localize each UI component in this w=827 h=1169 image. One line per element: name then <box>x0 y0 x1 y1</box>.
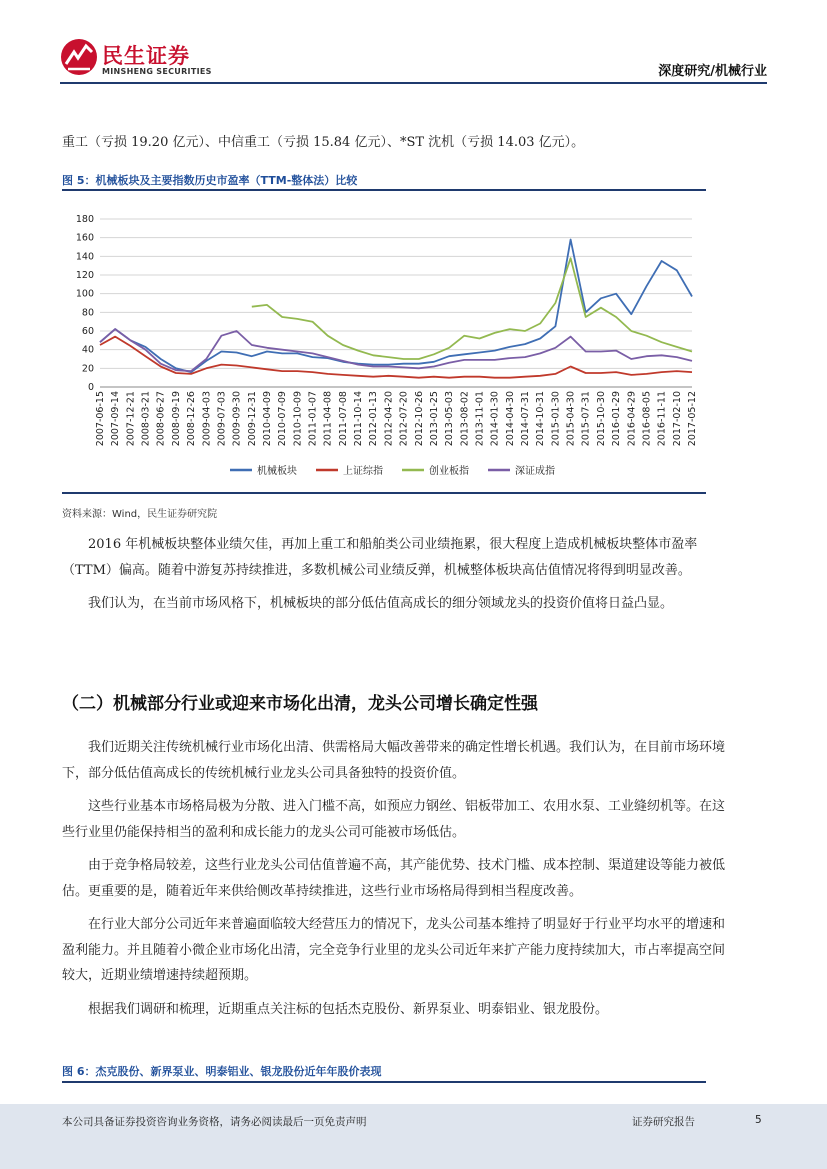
x-tick-label: 2011-04-08 <box>322 391 334 447</box>
x-tick-label: 2014-10-31 <box>535 391 547 447</box>
y-tick-label: 120 <box>75 270 94 281</box>
y-tick-label: 140 <box>75 251 94 263</box>
legend-label: 机械板块 <box>257 466 297 477</box>
x-tick-label: 2017-05-12 <box>687 391 698 447</box>
page-number: 5 <box>755 1114 762 1126</box>
x-tick-label: 2013-08-02 <box>459 391 471 447</box>
paragraph: 在行业大部分公司近年来普遍面临较大经营压力的情况下，龙头公司基本维持了明显好于行业平均水平的增速和盈利能力。并且随着小微企业市场化出清，完全竞争行业里的龙头公司近年来扩产能力度持续加大，市占率提高空间较大，近期业绩增速持续超预期。 <box>62 917 726 983</box>
logo-english-name: MINSHENG SECURITIES <box>102 67 212 76</box>
company-logo <box>60 38 210 80</box>
figure-5-source: 资料来源：Wind，民生证券研究院 <box>62 509 218 520</box>
x-tick-label: 2008-09-19 <box>170 391 182 447</box>
footer-document-type: 证券研究报告 <box>632 1116 695 1128</box>
x-tick-label: 2008-06-27 <box>155 391 167 447</box>
paragraph: 我们近期关注传统机械行业市场化出清、供需格局大幅改善带来的确定性增长机遇。我们认为，在目前市场环境下，部分低估值高成长的传统机械行业龙头公司具备独特的投资价值。 <box>62 740 726 781</box>
x-tick-label: 2013-11-01 <box>474 391 486 447</box>
x-tick-label: 2015-10-30 <box>595 391 607 447</box>
figure-6-top-rule <box>62 1081 706 1083</box>
x-tick-label: 2008-12-26 <box>186 391 198 447</box>
x-tick-label: 2008-03-21 <box>140 391 152 447</box>
y-tick-label: 0 <box>87 382 94 393</box>
paragraph: 根据我们调研和梳理，近期重点关注标的包括杰克股份、新界泵业、明泰铝业、银龙股份。 <box>88 1001 609 1017</box>
x-tick-label: 2012-01-13 <box>368 391 380 447</box>
intro-line: 重工（亏损 19.20 亿元）、中信重工（亏损 15.84 亿元）、*ST 沈机（亏损 14.03 亿元）。 <box>62 135 585 150</box>
y-tick-label: 20 <box>81 363 94 375</box>
y-tick-label: 100 <box>75 288 94 300</box>
legend-label: 上证综指 <box>343 466 383 477</box>
paragraph: 这些行业基本市场格局极为分散、进入门槛不高，如预应力钢丝、铝板带加工、农用水泵、工业缝纫机等。在这些行业里仍能保持相当的盈利和成长能力的龙头公司可能被市场低估。 <box>62 799 726 840</box>
x-tick-label: 2015-04-30 <box>565 390 577 447</box>
x-tick-label: 2010-07-09 <box>277 391 289 447</box>
x-tick-label: 2009-07-03 <box>216 391 228 447</box>
y-tick-label: 60 <box>81 326 94 337</box>
series-line-3 <box>252 258 692 359</box>
paragraph: 我们认为，在当前市场风格下，机械板块的部分低估值高成长的细分领域龙头的投资价值将日益凸显。 <box>88 596 674 611</box>
x-tick-label: 2016-11-11 <box>656 391 668 447</box>
x-tick-label: 2014-01-30 <box>489 391 501 447</box>
x-tick-label: 2011-07-08 <box>337 391 349 447</box>
x-tick-label: 2014-04-30 <box>504 391 516 447</box>
figure-5-title: 图 5：机械板块及主要指数历史市盈率（TTM-整体法）比较 <box>62 174 358 187</box>
figure-5-top-rule <box>62 189 706 191</box>
x-tick-label: 2009-04-03 <box>201 391 213 447</box>
y-tick-label: 80 <box>81 307 94 319</box>
x-tick-label: 2011-01-07 <box>307 391 319 447</box>
x-tick-label: 2007-12-21 <box>125 391 137 447</box>
x-tick-label: 2012-10-26 <box>413 391 425 447</box>
paragraph: 2016 年机械板块整体业绩欠佳，再加上重工和船舶类公司业绩拖累，很大程度上造成机械板块整体市盈率（TTM）偏高。随着中游复苏持续推进，多数机械公司业绩反弹，机械整体板块高估值情况将得到明显改善。 <box>62 537 698 578</box>
logo-chinese-name: 民生证券 <box>102 44 190 68</box>
y-tick-label: 40 <box>81 344 94 356</box>
x-tick-label: 2017-02-10 <box>671 391 683 447</box>
x-tick-label: 2014-07-31 <box>520 391 532 447</box>
x-tick-label: 2013-01-25 <box>428 391 440 447</box>
x-tick-label: 2010-04-09 <box>261 391 273 447</box>
x-tick-label: 2007-09-14 <box>110 391 122 447</box>
x-tick-label: 2012-07-20 <box>398 391 410 447</box>
x-tick-label: 2013-05-03 <box>444 391 456 447</box>
x-tick-label: 2010-10-09 <box>292 391 304 447</box>
x-tick-label: 2016-01-29 <box>611 391 623 447</box>
header-divider <box>60 82 767 84</box>
x-tick-label: 2011-10-14 <box>353 391 365 447</box>
footer-disclaimer: 本公司具备证券投资咨询业务资格，请务必阅读最后一页免责声明 <box>62 1116 367 1128</box>
x-tick-label: 2016-08-05 <box>641 391 653 447</box>
body-text-top <box>62 532 727 617</box>
x-tick-label: 2007-06-15 <box>95 391 106 447</box>
report-category: 深度研究/机械行业 <box>658 64 767 79</box>
pe-ratio-chart-svg <box>62 205 706 490</box>
paragraph: 由于竞争格局较差，这些行业龙头公司估值普遍不高，其产能优势、技术门槛、成本控制、渠道建设等能力被低估。更重要的是，随着近年来供给侧改革持续推进，这些行业市场格局得到相当程度改善。 <box>62 858 726 899</box>
x-tick-label: 2012-04-20 <box>383 391 395 447</box>
y-tick-label: 160 <box>75 232 94 244</box>
figure-6-title: 图 6：杰克股份、新界泵业、明泰铝业、银龙股份近年年股价表现 <box>62 1065 382 1078</box>
x-tick-label: 2015-01-30 <box>550 391 562 447</box>
x-tick-label: 2009-09-30 <box>231 391 243 447</box>
x-tick-label: 2015-07-31 <box>580 391 592 447</box>
legend-label: 深证成指 <box>515 466 555 477</box>
intro-paragraph <box>62 130 727 156</box>
legend-label: 创业板指 <box>429 466 469 477</box>
x-tick-label: 2016-04-29 <box>626 391 638 447</box>
y-tick-label: 180 <box>75 214 94 225</box>
pe-ratio-chart <box>62 205 706 490</box>
figure-5-bottom-rule <box>62 492 706 494</box>
body-text-bottom <box>62 735 727 1022</box>
section-heading: （二）机械部分行业或迎来市场化出清，龙头公司增长确定性强 <box>62 694 538 714</box>
x-tick-label: 2009-12-31 <box>246 391 258 447</box>
minsheng-logo-icon <box>60 38 98 76</box>
